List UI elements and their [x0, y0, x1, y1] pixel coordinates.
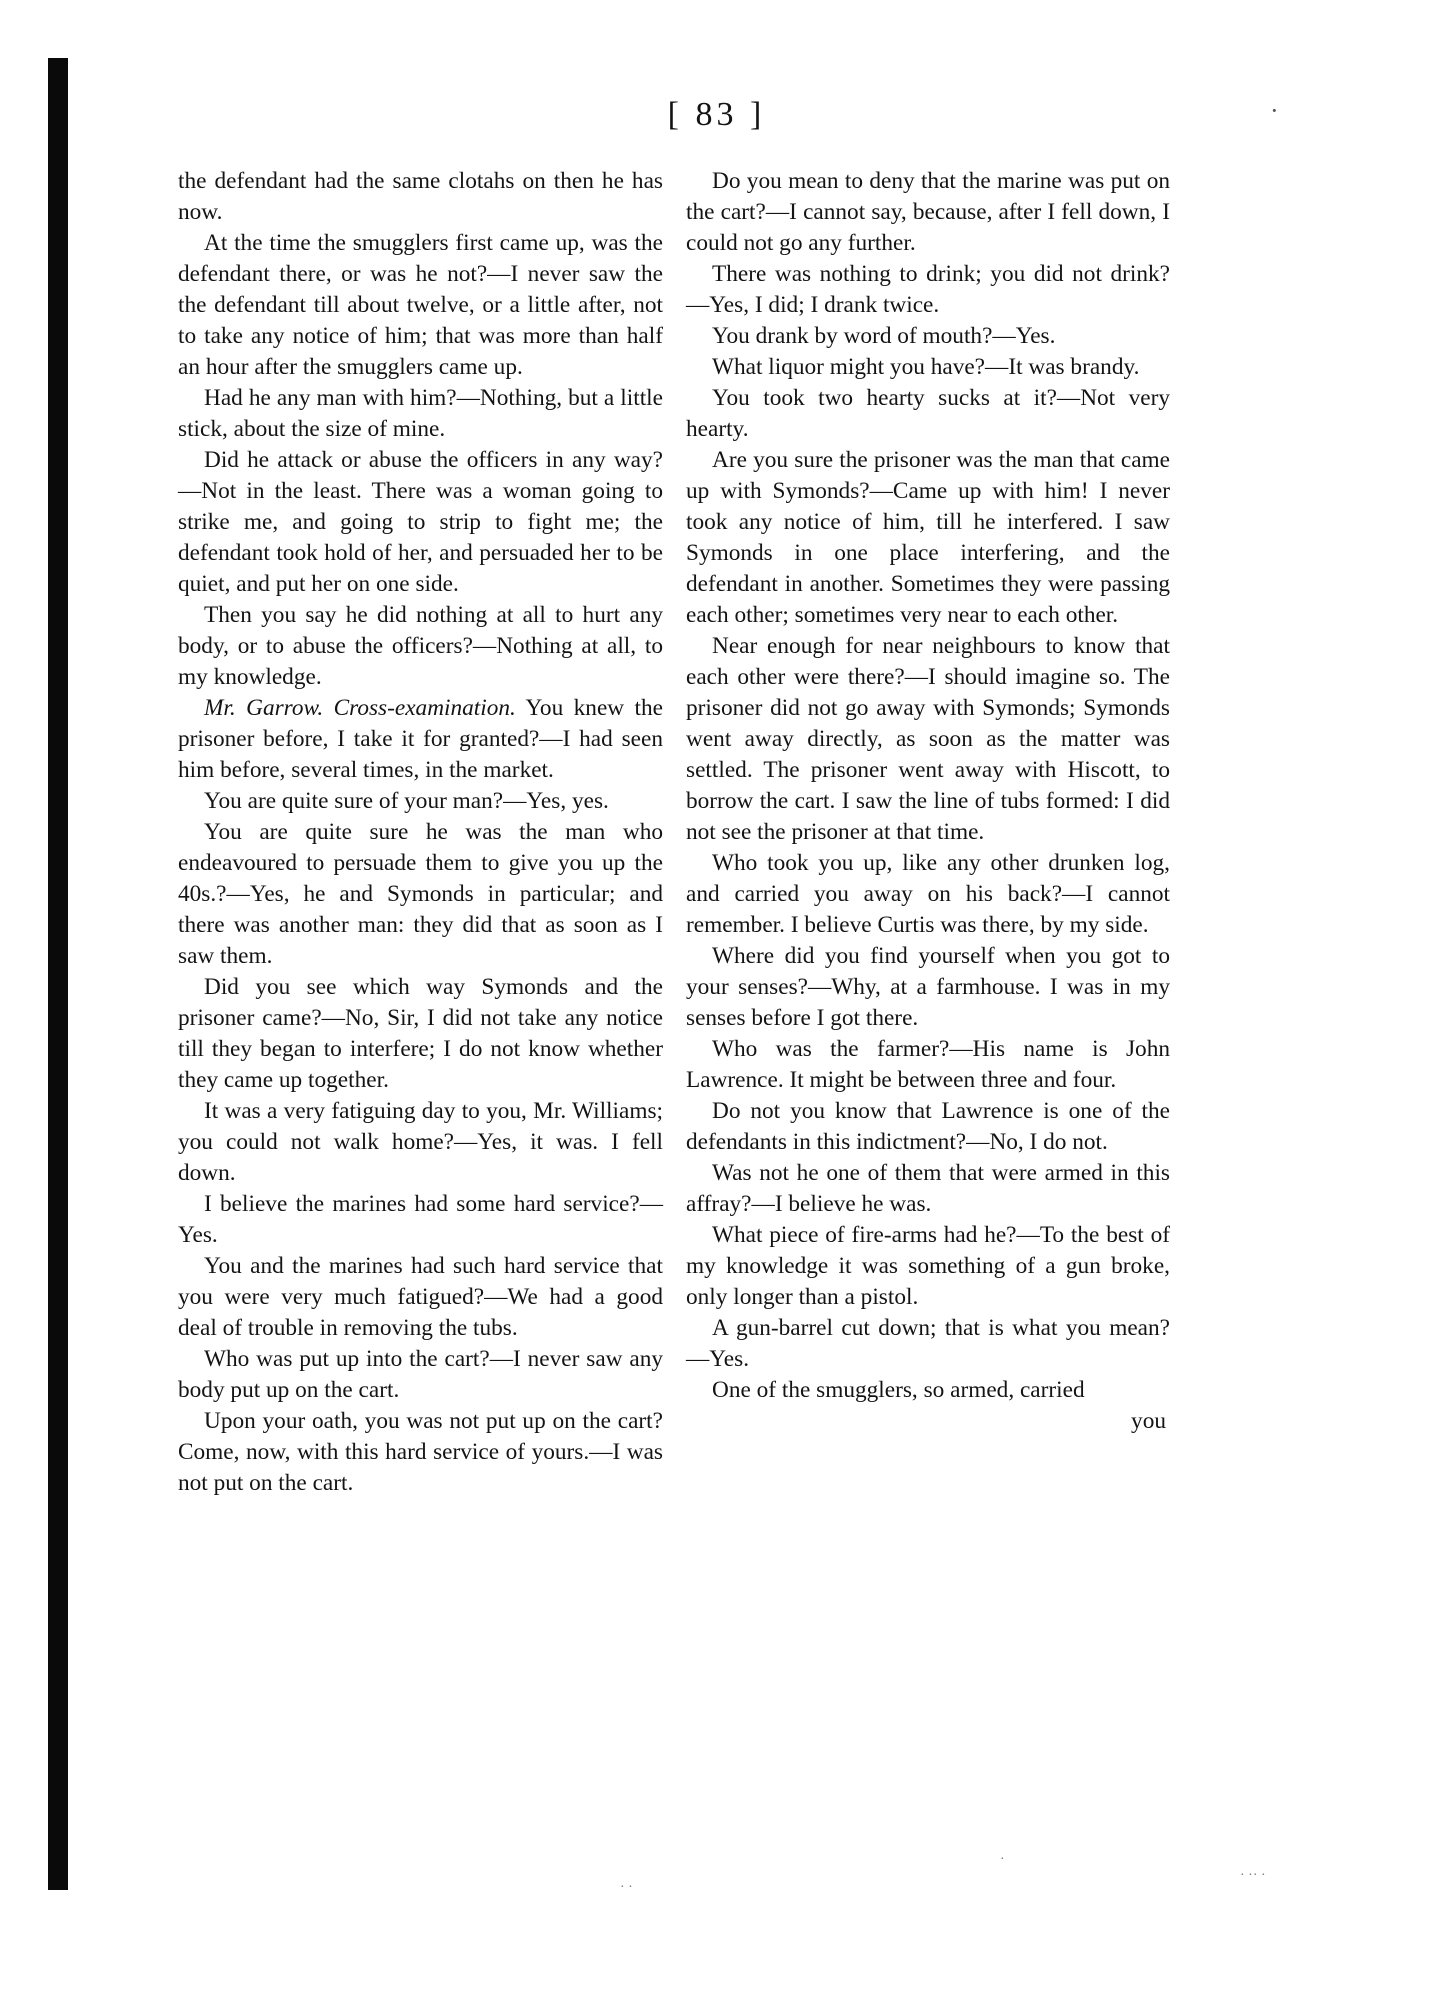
paragraph: What piece of fire-arms had he?—To the best of my knowledge it was something of a gun broke, only longer than a pistol. — [686, 1222, 1170, 1310]
paragraph — [178, 693, 663, 786]
paragraph: One of the smugglers, so armed, carried — [712, 1377, 1085, 1403]
paragraph: You and the marines had such hard service that you were very much fatigued?—We had a good deal of trouble in removing the tubs. — [178, 1253, 663, 1341]
paragraph: You are quite sure he was the man who endeavoured to persuade them to give you up the 40s.?—Yes, he and Symonds in particular; and there was another man: they did that as soon as I saw them. — [178, 819, 663, 969]
right-column — [686, 166, 1170, 1437]
corner-mark: · — [1270, 96, 1279, 125]
paragraph: Did he attack or abuse the officers in any way?—Not in the least. There was a woman going to strike me, and going to strip to fight me; the defendant took hold of her, and persuaded her to be quiet, and put her on one side. — [178, 447, 663, 597]
paragraph: the defendant had the same clotahs on then he has now. — [178, 168, 663, 225]
paragraph: Where did you find yourself when you got to your senses?—Why, at a farmhouse. I was in my senses before I got there. — [686, 943, 1170, 1031]
paragraph: Do you mean to deny that the marine was put on the cart?—I cannot say, because, after I fell down, I could not go any further. — [686, 168, 1170, 256]
paragraph: Near enough for near neighbours to know that each other were there?—I should imagine so. The prisoner did not go away with Symonds; Symonds went away directly, as soon as the matter was settled. The prisoner went away with Hiscott, to borrow the cart. I saw the line of tubs formed: I did not see the prisoner at that time. — [686, 633, 1170, 845]
paragraph: Upon your oath, you was not put up on the cart? Come, now, with this hard service of yours.—I was not put on the cart. — [178, 1408, 663, 1496]
paragraph: Had he any man with him?—Nothing, but a little stick, about the size of mine. — [178, 385, 663, 442]
paragraph: You took two hearty sucks at it?—Not very hearty. — [686, 385, 1170, 442]
paragraph-text: You knew the prisoner before, I take it for granted?—I had seen him before, several times, in the market. — [178, 695, 664, 783]
paragraph: Who took you up, like any other drunken log, and carried you away on his back?—I cannot remember. I believe Curtis was there, by my side. — [686, 850, 1170, 938]
paragraph: Did you see which way Symonds and the prisoner came?—No, Sir, I did not take any notice till they began to interfere; I do not know whether they came up together. — [178, 974, 663, 1093]
paragraph: There was nothing to drink; you did not drink?—Yes, I did; I drank twice. — [686, 261, 1170, 318]
paragraph: Then you say he did nothing at all to hurt any body, or to abuse the officers?—Nothing at all, to my knowledge. — [178, 602, 663, 690]
paragraph: I believe the marines had some hard service?—Yes. — [178, 1191, 663, 1248]
paragraph: It was a very fatiguing day to you, Mr. Williams; you could not walk home?—Yes, it was. I fell down. — [178, 1098, 663, 1186]
paragraph: You drank by word of mouth?—Yes. — [712, 323, 1056, 349]
paragraph: At the time the smugglers first came up, was the defendant there, or was he not?—I never saw the the defendant till about twelve, or a little after, not to take any notice of him; that was more than half an hour after the smugglers came up. — [178, 230, 663, 380]
cross-examination-heading: Mr. Garrow. Cross-examination. — [204, 695, 516, 721]
paragraph: Who was the farmer?—His name is John Lawrence. It might be between three and four. — [686, 1036, 1170, 1093]
paragraph: Was not he one of them that were armed in this affray?—I believe he was. — [686, 1160, 1170, 1217]
left-column — [178, 166, 663, 1499]
binding-shadow — [48, 58, 68, 1890]
paragraph: You are quite sure of your man?—Yes, yes. — [204, 788, 609, 814]
paragraph: Are you sure the prisoner was the man that came up with Symonds?—Came up with him! I never took any notice of him, till he interfered. I saw Symonds in one place interfering, and the defendant in another. Sometimes they were passing each other; sometimes very near to each other. — [686, 447, 1170, 628]
paragraph: A gun-barrel cut down; that is what you mean?—Yes. — [686, 1315, 1170, 1372]
catchword: you — [1131, 1408, 1166, 1434]
paragraph: Who was put up into the cart?—I never saw any body put up on the cart. — [178, 1346, 663, 1403]
page-number: [ 83 ] — [667, 96, 766, 133]
paragraph: What liquor might you have?—It was brandy. — [712, 354, 1140, 380]
paragraph: Do not you know that Lawrence is one of the defendants in this indictment?—No, I do not. — [686, 1098, 1170, 1155]
